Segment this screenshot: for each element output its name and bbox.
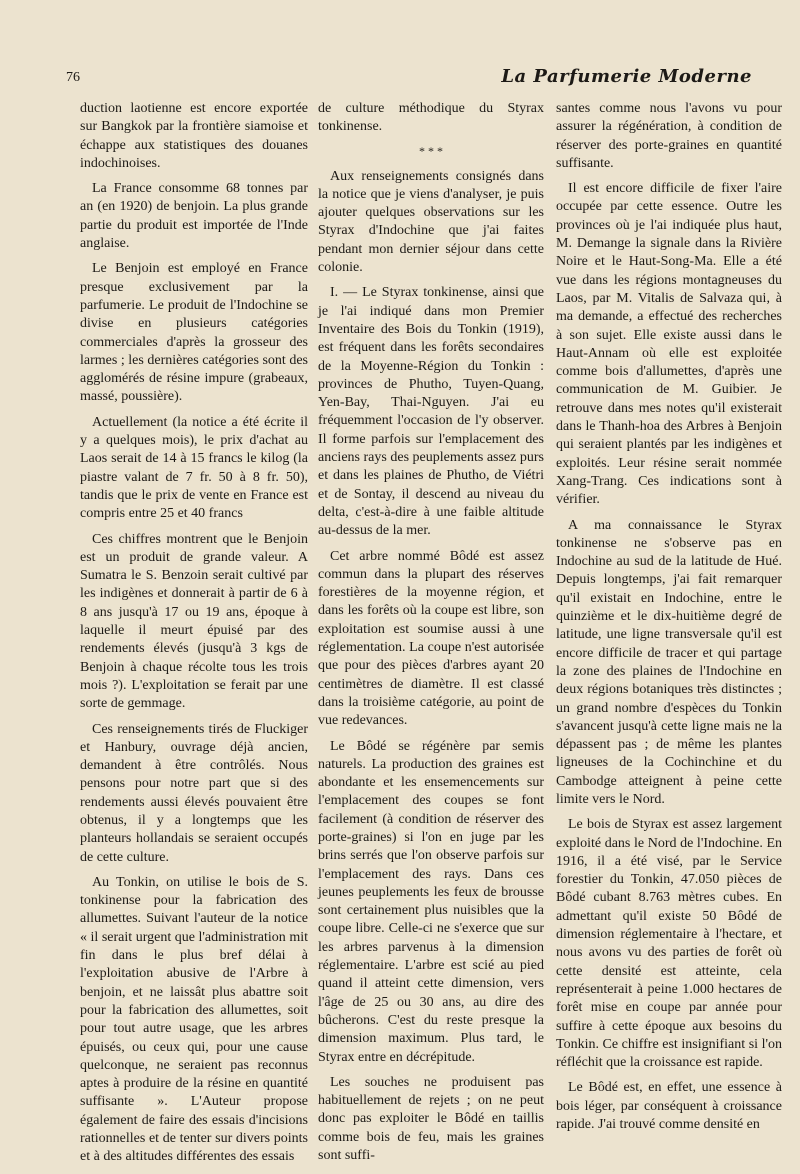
paragraph: duction laotienne est encore exportée sur Bangkok par la frontière siamoise et échappe aux statistiques des douanes indochinoises. [80, 101, 308, 171]
text-column-1 [80, 100, 308, 1174]
text-column-3 [556, 100, 782, 1141]
paragraph: Cet arbre nommé Bôdé est assez commun dans la plupart des réserves forestières de la moyenne région, et dans les forêts où la coupe est libre, son exploitation est soumise aussi à une réglementation. La coupe n'est autorisée que pour des pièces d'arbres ayant 20 centimètres de diamètre. Il est classé dans la troisième catégorie, au point de vue redevances. [318, 548, 544, 729]
page-number: 76 [66, 70, 80, 85]
paragraph: Les souches ne produisent pas habituellement de rejets ; on ne peut donc pas exploiter le Bôdé en taillis comme bois de feu, mais les graines sont suffi- [318, 1074, 544, 1164]
paragraph: Au Tonkin, on utilise le bois de S. tonkinense pour la fabrication des allumettes. Suivant l'auteur de la notice « il serait urgent que l'administration mit fin dans le plus bref délai à l'exploitation abusive de l'Arbre à benjoin, et ne laissât plus abattre soit pour la fabrication des allumettes, soit pour tout autre usage, que les arbres épuisés, ou ceux qui, pour une cause quelconque, ne seraient pas reconnus aptes à produire de la résine en quantité suffisante ». L'Auteur propose également de faire des essais d'incisions rationnelles et de tenter sur divers points et à des altitudes différentes des essais [80, 874, 308, 1165]
paragraph: Le bois de Styrax est assez largement exploité dans le Nord de l'Indochine. En 1916, il a été visé, par le Service forestier du Tonkin, 47.050 pièces de Bôdé cubant 8.763 mètres cubes. En admettant qu'il existe 50 Bôdé de dimension réglementaire à l'hectare, et nous avons vu des parties de forêt où cette densité est atteinte, cela représenterait à peine 1.000 hectares de forêt mise en coupe par année pour suffire à cette époque aux besoins du Tonkin. Ce chiffre est insignifiant si l'on réfléchit que la croissance est rapide. [556, 817, 782, 1071]
paragraph: de culture méthodique du Styrax tonkinense. [318, 101, 544, 135]
paragraph: A ma connaissance le Styrax tonkinense ne s'observe pas en Indochine au sud de la latitude de Hué. Depuis longtemps, j'ai fait remarquer qu'il existait en Indochine, entre le quinzième et le dix-huitième degré de latitude, une ligne transversale qu'il est encore difficile de tracer et qui partage la zone des plaines de l'Indochine en deux régions botaniques très distinctes ; un grand nombre d'espèces du Tonkin s'avancent jusqu'à cette ligne mais ne la dépassent pas ; de même les plantes ligneuses de la Cochinchine et du Cambodge atteignent à peine cette limite vers le Nord. [556, 517, 782, 807]
paragraph: Aux renseignements consignés dans la notice que je viens d'analyser, je puis ajouter quelques observations sur les Styrax d'Indochine que j'ai faites pendant mon dernier séjour dans cette colonie. [318, 168, 544, 276]
paragraph: santes comme nous l'avons vu pour assurer la régénération, à condition de réserver des porte-graines en quantité suffisante. [556, 101, 782, 171]
section-separator: * * * [419, 143, 443, 158]
paragraph: Actuellement (la notice a été écrite il y a quelques mois), le prix d'achat au Laos serait de 14 à 15 francs le kilog (la piastre valant de 7 fr. 50 à 8 fr. 50), tandis que le prix de vente en France est compris entre 25 et 40 francs [80, 414, 308, 522]
paragraph: Ces renseignements tirés de Fluckiger et Hanbury, ouvrage déjà ancien, demandent à être contrôlés. Nous pensons pour notre part que si des rendements aussi élevés pouvaient être obtenus, il y a longtemps que les planteurs hollandais se seraient occupés de cette culture. [80, 721, 308, 865]
paragraph: Il est encore difficile de fixer l'aire occupée par cette essence. Outre les provinces où je l'ai indiquée plus haut, M. Demange la signale dans la Rivière Noire et le Haut-Song-Ma. Elle a été vue dans les régions montagneuses du Laos, par M. Vitalis de Salvaza qui, à ma demande, a effectué des recherches à son sujet. Elle existe aussi dans le Haut-Annam où elle est exploitée comme bois d'allumettes, d'après une communication de M. Guibier. Je retrouve dans mes notes qu'il existerait dans le Thanh-hoa des Arbres à Benjoin qui seraient plantés par les indigènes et exploités. Leur résine serait nommée Xang-Trang. Ces indications sont à vérifier. [556, 181, 782, 508]
paragraph: Le Benjoin est employé en France presque exclusivement par la parfumerie. Le produit de l'Indochine se divise en plusieurs catégories commerciales d'après la grosseur des larmes ; les dernières catégories sont des agglomérés de résine impure (grabeaux, massé, poussière). [80, 261, 308, 405]
paragraph: La France consomme 68 tonnes par an (en 1920) de benjoin. La plus grande partie du produit est importée de l'Inde anglaise. [80, 181, 308, 252]
paragraph: I. — Le Styrax tonkinense, ainsi que je l'ai indiqué dans mon Premier Inventaire des Bois du Tonkin (1919), est fréquent dans les forêts secondaires de la Moyenne-Région du Tonkin : provinces de Phutho, Tuyen-Quang, Yen-Bay, Thai-Nguyen. J'ai eu fréquemment l'occasion de l'y observer. Il forme parfois sur l'emplacement des anciens rays des peuplements assez purs et dans les plaines de Phutho, de Viétri et de Sontay, il descend au niveau du delta, c'est-à-dire à une faible altitude au-dessus de la mer. [318, 285, 544, 539]
running-title: La Parfumerie Moderne [501, 66, 752, 87]
paragraph: Ces chiffres montrent que le Benjoin est un produit de grande valeur. A Sumatra le S. Benzoin serait cultivé par les indigènes et donnerait à partir de 6 à 8 ans jusqu'à 17 ou 19 ans, époque à laquelle il meurt épuisé par des rendements élevés (jusqu'à 3 kgs de Benjoin à chaque récolte tous les trois mois ?). L'exploitation se ferait par une sorte de gemmage. [80, 531, 308, 712]
paragraph: Le Bôdé se régénère par semis naturels. La production des graines est abondante et les ensemencements sur l'emplacement des coupes se font facilement (à condition de réserver des porte-graines) si l'on en juge par les brins serrés que l'on observe parfois sur l'emplacement des rays. Dans ces jeunes peuplements les feux de brousse sont certainement plus nuisibles que la coupe libre. Celle-ci ne s'exerce que sur les arbres parvenus à la dimension réglementaire. L'arbre est scié au pied quand il atteint cette dimension, vers l'âge de 25 ou 30 ans, au dire des bûcherons. C'est du reste presque la dimension maximum. Plus tard, le Styrax entre en décrépitude. [318, 738, 544, 1065]
text-column-2 [318, 100, 544, 1172]
paragraph: Le Bôdé est, en effet, une essence à bois léger, par conséquent à croissance rapide. J'ai trouvé comme densité en [556, 1080, 782, 1133]
